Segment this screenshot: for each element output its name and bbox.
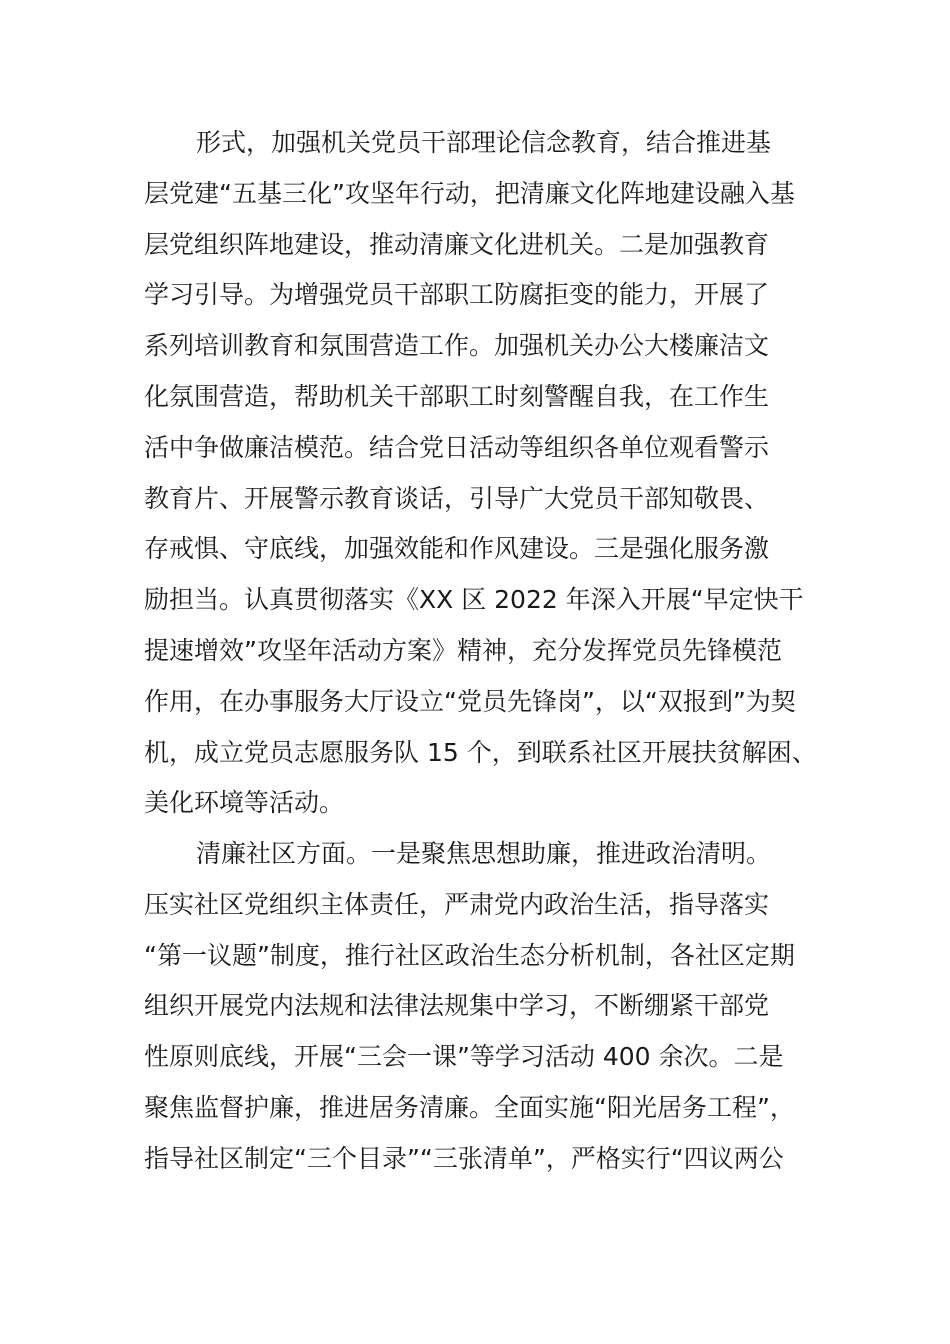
paragraph-line: 性原则底线，开展“三会一课”等学习活动 400 余次。二是	[144, 1042, 784, 1072]
paragraph-line: 层党组织阵地建设，推动清廉文化进机关。二是加强教育	[144, 229, 770, 259]
paragraph-line: 聚焦监督护廉，推进居务清廉。全面实施“阳光居务工程”，	[144, 1092, 795, 1122]
paragraph-line: 存戒惧、守底线，加强效能和作风建设。三是强化服务激	[144, 534, 770, 564]
paragraph-line: 组织开展党内法规和法律法规集中学习，不断绷紧干部党	[144, 991, 770, 1021]
paragraph-line: 美化环境等活动。	[144, 788, 345, 818]
paragraph-line: 系列培训教育和氛围营造工作。加强机关办公大楼廉洁文	[144, 331, 770, 361]
paragraph-line: 提速增效”攻坚年活动方案》精神，充分发挥党员先锋模范	[144, 635, 782, 665]
paragraph-line: 压实社区党组织主体责任，严肃党内政治生活，指导落实	[144, 889, 770, 919]
paragraph-line: 化氛围营造，帮助机关干部职工时刻警醒自我，在工作生	[144, 381, 770, 411]
paragraph-line: 教育片、开展警示教育谈话，引导广大党员干部知敬畏、	[144, 483, 770, 513]
paragraph-line: 机，成立党员志愿服务队 15 个，到联系社区开展扶贫解困、	[144, 737, 817, 767]
paragraph-line: 励担当。认真贯彻落实《XX 区 2022 年深入开展“早定快干	[144, 585, 804, 615]
paragraph-line: 作用，在办事服务大厅设立“党员先锋岗”，以“双报到”为契	[144, 686, 796, 716]
paragraph-line: 形式，加强机关党员干部理论信念教育，结合推进基	[196, 128, 772, 157]
paragraph-2	[144, 829, 824, 1185]
paragraph-line: 指导社区制定“三个目录”“三张清单”，严格实行“四议两公	[144, 1143, 784, 1173]
paragraph-line: 层党建“五基三化”攻坚年行动，把清廉文化阵地建设融入基	[144, 178, 795, 208]
paragraph-line: 活中争做廉洁模范。结合党日活动等组织各单位观看警示	[144, 432, 770, 462]
paragraph-line: 学习引导。为增强党员干部职工防腐拒变的能力，开展了	[144, 280, 770, 310]
paragraph-line: “第一议题”制度，推行社区政治生态分析机制，各社区定期	[144, 940, 795, 970]
paragraph-1	[144, 118, 824, 829]
paragraph-line: 清廉社区方面。一是聚焦思想助廉，推进政治清明。	[196, 839, 772, 868]
